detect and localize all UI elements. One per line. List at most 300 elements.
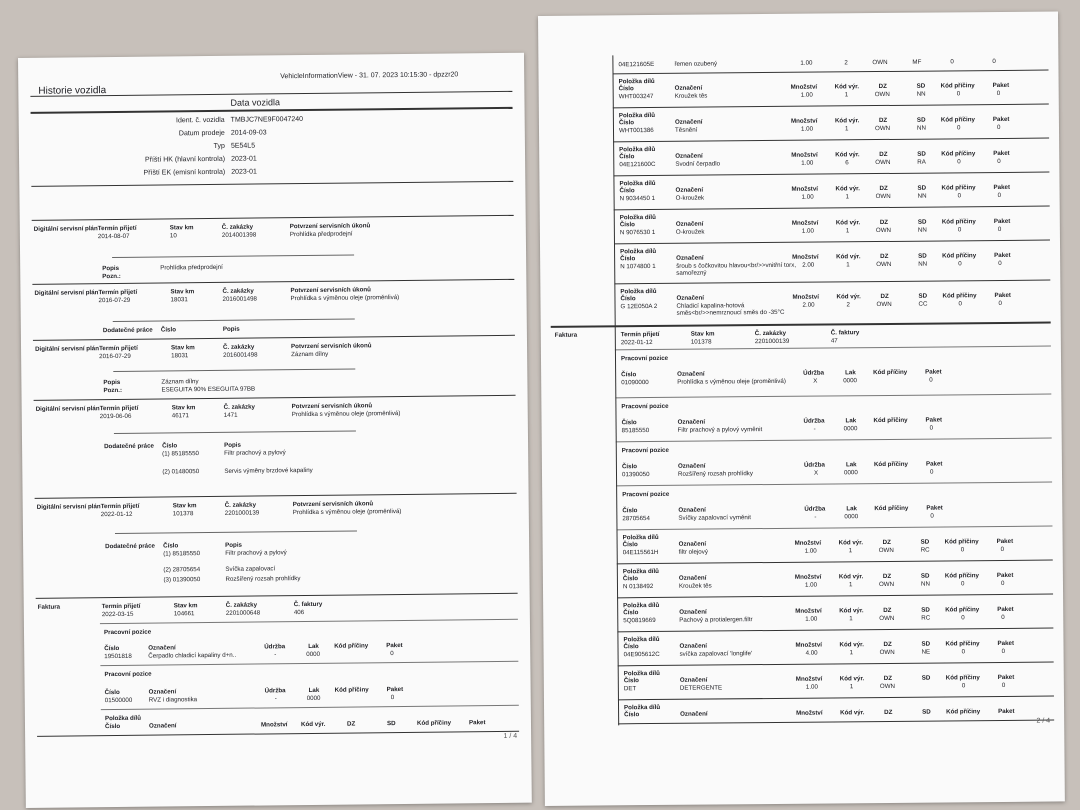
- col-dz: DZ: [878, 82, 887, 91]
- position-number: 01090000: [621, 379, 649, 387]
- extra-description: Servis výměny brzdové kapaliny: [224, 466, 313, 475]
- col-oznaceni: Označení: [677, 418, 706, 426]
- col-oznaceni: Označení: [678, 540, 707, 548]
- col-oznaceni: Označení: [148, 722, 177, 730]
- col-oznaceni: Označení: [678, 574, 707, 582]
- col-paket: Paket: [993, 217, 1011, 226]
- col-cislo: Číslo: [622, 541, 638, 549]
- col-popis: Popis: [224, 441, 241, 449]
- entry-date: 2022-01-12: [100, 510, 133, 519]
- position-paket: 0: [929, 376, 933, 384]
- faktura-km: 101378: [690, 338, 712, 346]
- col-polozka-dilu: Položka dílů: [619, 179, 656, 188]
- col-pracovni-pozice: Pracovní pozice: [621, 402, 669, 411]
- part-packet: 0: [1001, 613, 1005, 621]
- part-packet: 0: [997, 225, 1002, 233]
- left-page: [18, 53, 532, 808]
- col-kod-vyr: Kód výr.: [835, 185, 860, 193]
- col-oznaceni: Označení: [148, 688, 177, 696]
- col-oznaceni: Označení: [675, 186, 704, 194]
- col-oznaceni: Označení: [676, 294, 705, 302]
- col-oznaceni: Označení: [674, 118, 703, 126]
- part-quantity: 1.00: [800, 91, 813, 99]
- part-cause: 0: [957, 192, 962, 200]
- part-description: svíčka zapalovací 'longlife': [679, 650, 753, 658]
- col-oznaceni: Označení: [680, 710, 708, 718]
- part-description: Pachový a protialergen.filtr: [679, 616, 753, 624]
- col-sd: SD: [921, 640, 931, 648]
- col-stav: Stav km: [171, 344, 195, 352]
- col-potvrzeni: Potvrzení servisních úkonů: [292, 500, 374, 509]
- faktura-label: Faktura: [554, 331, 578, 339]
- part-code: 1: [845, 193, 850, 201]
- col-mnozstvi: Množství: [795, 607, 822, 615]
- col-dz: DZ: [882, 538, 891, 547]
- part-sd: NN: [916, 124, 926, 132]
- part-quantity: 2.00: [802, 301, 815, 309]
- col-potvrzeni: Potvrzení servisních úkonů: [291, 342, 372, 351]
- vehicle-value: 5E54L5: [230, 142, 256, 150]
- faktura-label: Faktura: [37, 603, 61, 611]
- col-polozka-dilu: Položka dílů: [104, 714, 142, 723]
- position-paket: 0: [930, 512, 934, 520]
- extra-description: Filtr prachový a pylový: [225, 549, 287, 557]
- part-sd: NN: [918, 260, 928, 268]
- part-number: N 1074800 1: [620, 262, 656, 271]
- col-mnozstvi: Množství: [791, 219, 819, 227]
- col-paket: Paket: [997, 639, 1015, 648]
- part-packet: 0: [1000, 545, 1005, 553]
- col-kod-vyr: Kód výr.: [835, 151, 860, 159]
- vehicle-label: Ident. č. vozidla: [175, 116, 225, 125]
- col-mnozstvi: Množství: [792, 293, 819, 301]
- col-mnozstvi: Množství: [790, 117, 818, 125]
- part-number: 04E121600C: [619, 160, 656, 169]
- col-paket: Paket: [386, 686, 404, 694]
- col-kod-priciny: Kód příčiny: [416, 719, 452, 727]
- col-pracovni-pozice: Pracovní pozice: [103, 628, 152, 637]
- part-cause: 0: [957, 158, 961, 166]
- part-cause: 0: [960, 546, 965, 554]
- col-cislo: Číslo: [621, 371, 637, 379]
- col-pracovni-pozice: Pracovní pozice: [622, 490, 670, 499]
- col-oznaceni: Označení: [674, 84, 703, 92]
- part-number: DET: [623, 685, 637, 693]
- col-kod-priciny: Kód příčiny: [942, 292, 977, 300]
- position-number: 85185550: [621, 427, 650, 435]
- col-dz: DZ: [883, 674, 893, 683]
- part-cause: 0: [956, 90, 961, 98]
- col-paket: Paket: [996, 571, 1014, 580]
- col-kod-priciny: Kód příčiny: [873, 416, 908, 425]
- part-description: řemen ozubený: [674, 60, 718, 68]
- right-page: [538, 11, 1065, 806]
- col-paket: Paket: [992, 81, 1010, 90]
- col-paket: Paket: [996, 537, 1014, 546]
- col-paket: Paket: [994, 291, 1012, 300]
- col-mnozstvi: Množství: [794, 539, 822, 547]
- part-cause: 0: [957, 226, 962, 234]
- col-mnozstvi: Množství: [795, 641, 823, 649]
- part-number: N 9034450 1: [619, 194, 656, 203]
- col-sd: SD: [920, 538, 930, 546]
- entry-description: Záznam dílny: [161, 378, 199, 386]
- entry-description: Prohlídka předprodejní: [160, 263, 223, 272]
- part-description: DETERGENTE: [679, 684, 723, 692]
- col-sd: SD: [922, 708, 931, 716]
- col-termin: Termín přijetí: [99, 404, 139, 413]
- part-sd: NN: [917, 226, 927, 234]
- position-udrzba: X: [813, 469, 819, 477]
- col-oznaceni: Označení: [679, 608, 707, 616]
- col-sd: SD: [918, 292, 928, 300]
- part-sd: NN: [916, 90, 926, 98]
- col-mnozstvi: Množství: [795, 675, 823, 683]
- col-dz: DZ: [883, 606, 892, 615]
- part-code: 1: [844, 91, 849, 99]
- extra-number: (3) 01390050: [163, 576, 201, 584]
- col-sd: SD: [386, 720, 396, 728]
- part-sd: NE: [921, 648, 931, 656]
- part-description: Svodní čerpadlo: [675, 160, 721, 168]
- part-code: 1: [848, 581, 853, 589]
- col-popis: Popis: [222, 325, 240, 333]
- part-number: 5Q0819669: [623, 616, 656, 625]
- part-description: Kroužek těs: [678, 582, 712, 590]
- col-dz: DZ: [880, 292, 889, 301]
- col-polozka-dilu: Položka dílů: [620, 287, 657, 296]
- part-quantity: 1.00: [800, 125, 814, 133]
- position-udrzba: -: [274, 695, 277, 703]
- col-kod-priciny: Kód příčiny: [874, 504, 909, 513]
- col-lak: Lak: [845, 417, 857, 425]
- part-dz: OWN: [879, 648, 895, 657]
- col-cislo: Číslo: [623, 677, 639, 685]
- faktura-km: 104661: [173, 610, 195, 618]
- col-kod-priciny: Kód příčiny: [940, 82, 975, 90]
- col-cislo: Číslo: [619, 221, 635, 229]
- col-kod-vyr: Kód výr.: [839, 641, 864, 649]
- col-paket: Paket: [993, 183, 1011, 192]
- col-oznaceni: Označení: [148, 644, 176, 652]
- col-potvrzeni: Potvrzení servisních úkonů: [289, 222, 371, 231]
- part-cause: 0: [961, 614, 965, 622]
- col-kod-priciny: Kód příčiny: [946, 708, 981, 716]
- part-dz: OWN: [872, 58, 888, 67]
- col-termin: Termín přijetí: [100, 502, 140, 511]
- part-number: 04E121605E: [618, 60, 655, 69]
- col-lak: Lak: [845, 369, 856, 377]
- col-dodatecne: Dodatečné práce: [102, 326, 153, 335]
- entry-km: 18031: [171, 352, 189, 360]
- col-kod-priciny: Kód příčiny: [944, 572, 979, 580]
- col-zakazky: Č. zakázky: [754, 329, 787, 338]
- col-pozn: Pozn.:: [102, 272, 121, 281]
- part-sd: MF: [912, 58, 922, 66]
- col-zakazky: Č. zakázky: [221, 223, 254, 231]
- entry-date: 2014-08-07: [97, 232, 130, 241]
- col-lak: Lak: [308, 686, 320, 694]
- position-paket: 0: [929, 468, 934, 476]
- col-stav: Stav km: [690, 330, 715, 338]
- col-stav: Stav km: [172, 502, 197, 510]
- part-dz: OWN: [874, 124, 891, 133]
- position-lak: 0000: [843, 377, 857, 385]
- col-oznaceni: Označení: [677, 370, 705, 378]
- col-kod-vyr: Kód výr.: [836, 293, 861, 301]
- part-dz: OWN: [878, 580, 895, 589]
- col-oznaceni: Označení: [678, 506, 706, 514]
- col-kod-priciny: Kód příčiny: [942, 252, 977, 260]
- part-code: 1: [844, 125, 849, 133]
- extra-number: (1) 85185550: [162, 450, 200, 458]
- entry-date: 2016-07-29: [99, 352, 131, 361]
- vehicle-label: Datum prodeje: [178, 129, 225, 138]
- part-dz: OWN: [879, 614, 895, 623]
- part-packet: 0: [1000, 579, 1005, 587]
- part-sd: RA: [917, 158, 926, 166]
- position-udrzba: -: [813, 425, 816, 433]
- part-number: G 12E050A 2: [620, 302, 658, 311]
- col-polozka-dilu: Položka dílů: [618, 77, 655, 86]
- col-paket: Paket: [926, 504, 943, 512]
- part-cause: 0: [956, 124, 961, 132]
- col-polozka-dilu: Položka dílů: [624, 703, 661, 712]
- col-udrzba: Údržba: [803, 417, 825, 425]
- col-kod-vyr: Kód výr.: [836, 253, 861, 261]
- entry-km: 46171: [171, 412, 190, 420]
- entry-confirmation: Prohlídka s výměnou oleje (proměnlivá): [292, 508, 402, 517]
- col-lak: Lak: [846, 505, 858, 513]
- app-title: Historie vozidla: [38, 85, 107, 97]
- col-cislo: Číslo: [162, 442, 178, 450]
- part-packet: 0: [1001, 647, 1006, 655]
- col-popis: Popis: [102, 264, 120, 273]
- col-stav: Stav km: [171, 404, 196, 412]
- entry-order: 2201000139: [224, 509, 260, 517]
- faktura-number: 47: [830, 337, 838, 345]
- col-kod-vyr: Kód výr.: [838, 573, 864, 581]
- part-sd: RC: [921, 614, 931, 622]
- col-dz: DZ: [884, 708, 893, 717]
- col-mnozstvi: Množství: [791, 185, 819, 193]
- part-code: 1: [846, 261, 850, 269]
- position-paket: 0: [929, 424, 934, 432]
- col-kod-priciny: Kód příčiny: [940, 116, 975, 124]
- col-polozka-dilu: Položka dílů: [623, 601, 660, 610]
- entry-note: ESEGUITA 90% ESEGUITA 97BB: [161, 385, 256, 394]
- col-stav: Stav km: [173, 602, 198, 610]
- col-polozka-dilu: Položka dílů: [622, 567, 659, 576]
- col-paket: Paket: [993, 149, 1010, 158]
- col-paket: Paket: [997, 605, 1014, 614]
- entry-type: Digitální servisní plán: [35, 405, 100, 413]
- col-sd: SD: [917, 150, 926, 158]
- part-packet: 0: [997, 191, 1002, 199]
- col-cislo: Číslo: [620, 295, 636, 303]
- col-cislo: Číslo: [619, 187, 635, 195]
- part-code: 1: [849, 683, 854, 691]
- faktura-date: 2022-03-15: [101, 610, 134, 619]
- col-kod-priciny: Kód příčiny: [334, 642, 369, 650]
- col-kod-priciny: Kód příčiny: [945, 606, 980, 614]
- position-lak: 0000: [306, 650, 321, 659]
- part-quantity: 1.00: [800, 59, 813, 67]
- col-cislo: Číslo: [618, 85, 634, 93]
- col-oznaceni: Označení: [675, 152, 703, 160]
- position-description: Prohlídka s výměnou oleje (proměnlivá): [677, 377, 786, 386]
- col-kod-vyr: Kód výr.: [300, 720, 326, 729]
- extra-number: (1) 85185550: [163, 550, 201, 558]
- col-paket: Paket: [998, 707, 1015, 716]
- extra-description: Rozšířený rozsah prohlídky: [225, 575, 301, 583]
- col-kod-priciny: Kód příčiny: [334, 686, 369, 694]
- faktura-order: 2201000139: [754, 337, 790, 346]
- col-sd: SD: [916, 82, 926, 90]
- col-mnozstvi: Množství: [260, 721, 288, 729]
- position-lak: 0000: [844, 513, 859, 521]
- position-number: 01500000: [104, 696, 133, 705]
- position-paket: 0: [390, 694, 395, 702]
- col-termin: Termín přijetí: [97, 224, 137, 233]
- entry-order: 2016001498: [222, 295, 257, 303]
- position-description: Svíčky zapalovací vyměnit: [678, 514, 751, 522]
- col-popis: Popis: [225, 541, 243, 549]
- col-dz: DZ: [879, 184, 888, 193]
- col-potvrzeni: Potvrzení servisních úkonů: [290, 286, 371, 295]
- part-description: Chladicí kapalina-hotová směs<br/>>nemrznoucí směs do -35°C: [676, 302, 785, 318]
- col-udrzba: Údržba: [264, 643, 286, 651]
- col-lak: Lak: [308, 642, 319, 650]
- col-sd: SD: [917, 184, 927, 192]
- vehicle-value: TMBJC7NE9F0047240: [230, 116, 304, 124]
- col-oznaceni: Označení: [677, 462, 706, 470]
- col-cislo: Číslo: [624, 711, 640, 719]
- col-cislo: Číslo: [622, 575, 639, 583]
- part-packet: 0: [998, 299, 1003, 307]
- faktura-number: 406: [293, 609, 305, 617]
- col-c-faktury: Č. faktury: [293, 600, 323, 609]
- position-number: 28705654: [622, 515, 650, 523]
- col-cislo: Číslo: [104, 644, 120, 653]
- vehicle-value: 2023-01: [231, 168, 257, 176]
- part-code: 2: [844, 59, 848, 67]
- position-paket: 0: [390, 650, 394, 658]
- col-paket: Paket: [994, 251, 1011, 260]
- col-kod-priciny: Kód příčiny: [873, 368, 908, 377]
- extra-description: Filtr prachový a pylový: [224, 449, 286, 457]
- col-kod-priciny: Kód příčiny: [941, 184, 976, 192]
- entry-type: Digitální servisní plán: [34, 289, 99, 297]
- col-oznaceni: Označení: [679, 642, 708, 650]
- col-cislo: Číslo: [622, 507, 638, 515]
- col-polozka-dilu: Položka dílů: [622, 533, 659, 542]
- part-cause: 0: [950, 58, 954, 66]
- entry-km: 10: [169, 232, 177, 240]
- col-cislo: Číslo: [621, 463, 638, 471]
- col-cislo: Číslo: [104, 688, 120, 697]
- col-kod-vyr: Kód výr.: [835, 219, 861, 227]
- col-zakazky: Č. zakázky: [225, 601, 258, 609]
- col-kod-priciny: Kód příčiny: [873, 460, 909, 469]
- col-kod-priciny: Kód příčiny: [945, 640, 980, 648]
- part-description: filtr olejový: [678, 548, 708, 556]
- col-cislo: Číslo: [623, 643, 639, 651]
- extra-number: (2) 01480050: [162, 468, 200, 476]
- col-c-faktury: Č. faktury: [830, 329, 860, 337]
- col-cislo: Číslo: [621, 419, 637, 427]
- col-polozka-dilu: Položka dílů: [618, 111, 656, 120]
- col-kod-priciny: Kód příčiny: [941, 150, 976, 158]
- entry-date: 2016-07-29: [98, 296, 131, 305]
- col-paket: Paket: [992, 115, 1010, 124]
- col-paket: Paket: [925, 368, 942, 376]
- entry-order: 2016001498: [223, 351, 258, 359]
- part-number: 04E905612C: [623, 650, 660, 659]
- position-lak: 0000: [306, 694, 321, 703]
- col-potvrzeni: Potvrzení servisních úkonů: [291, 402, 373, 411]
- col-zakazky: Č. zakázky: [223, 403, 256, 411]
- position-description: Filtr prachový a pylový vyměnit: [677, 426, 763, 434]
- col-udrzba: Údržba: [264, 687, 286, 695]
- col-paket: Paket: [468, 719, 486, 727]
- part-dz: OWN: [875, 226, 892, 235]
- entry-km: 101378: [172, 510, 194, 518]
- col-udrzba: Údržba: [803, 461, 825, 469]
- entry-type: Digitální servisní plán: [36, 503, 101, 511]
- part-quantity: 1.00: [804, 581, 818, 589]
- part-code: 1: [848, 547, 853, 555]
- part-number: WHT001386: [618, 126, 654, 135]
- col-sd: SD: [921, 606, 930, 614]
- col-sd: SD: [921, 674, 931, 682]
- col-stav: Stav km: [169, 224, 194, 232]
- faktura-date: 2022-01-12: [620, 339, 653, 347]
- part-number: N 9076530 1: [619, 228, 656, 237]
- col-paket: Paket: [925, 460, 943, 468]
- col-dodatecne: Dodatečné práce: [105, 542, 156, 551]
- part-sd: NN: [917, 192, 927, 200]
- col-pracovni-pozice: Pracovní pozice: [104, 670, 152, 679]
- position-lak: 0000: [843, 469, 858, 477]
- vehicle-label: Příští HK (hlavní kontrola): [144, 155, 226, 164]
- col-pracovni-pozice: Pracovní pozice: [620, 354, 669, 363]
- part-packet: 0: [997, 157, 1001, 165]
- part-quantity: 1.00: [805, 683, 818, 691]
- vehicle-value: 2014-09-03: [230, 129, 267, 137]
- vehicle-label: Typ: [213, 142, 225, 150]
- col-zakazky: Č. zakázky: [224, 501, 257, 509]
- entry-km: 18031: [170, 296, 188, 304]
- entry-confirmation: Prohlídka s výměnou oleje (proměnlivá): [291, 410, 401, 419]
- part-packet: 0: [996, 123, 1001, 131]
- col-cislo: Číslo: [619, 153, 635, 161]
- part-dz: OWN: [878, 546, 894, 555]
- col-zakazky: Č. zakázky: [222, 287, 254, 295]
- col-paket: Paket: [997, 673, 1015, 682]
- position-description: Čerpadlo chladicí kapaliny d+n..: [148, 651, 237, 660]
- part-quantity: 1.00: [805, 615, 818, 623]
- col-popis: Popis: [103, 378, 121, 387]
- col-termin: Termín přijetí: [620, 330, 660, 339]
- col-cislo: Číslo: [623, 609, 639, 617]
- col-kod-priciny: Kód příčiny: [941, 218, 976, 226]
- part-dz: OWN: [879, 682, 896, 691]
- col-pracovni-pozice: Pracovní pozice: [621, 446, 669, 455]
- col-oznaceni: Označení: [675, 220, 704, 228]
- col-termin: Termín přijetí: [99, 344, 138, 353]
- part-sd: CC: [918, 300, 928, 308]
